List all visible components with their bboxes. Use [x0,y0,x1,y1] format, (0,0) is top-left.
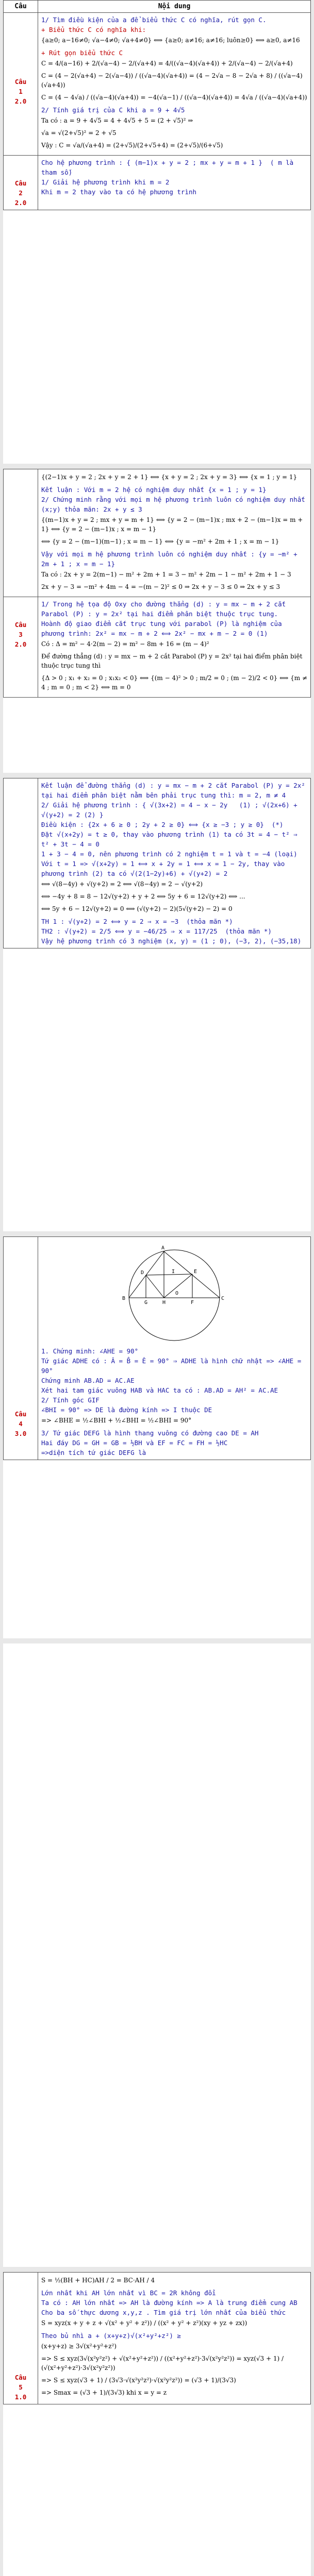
cau2-math: {(2−1)x + y = 2 ; 2x + y = 2 + 1} ⟺ {x + y = 2 ; 2x + y = 3} ⟺ {x = 1 ; y = 1} [41,473,298,481]
cau4-line: Hai đáy DG = GH = GB = ½BH và EF = FC = FH = ½HC [41,1439,228,1447]
cau5-line: Cho ba số thực dương x,y,z . Tìm giá trị lớn nhất của biểu thức [41,2309,286,2316]
cau1-line: + Rút gọn biểu thức C [41,49,123,57]
cau2-math: {(m−1)x + y = 2 ; mx + y = m + 1} ⟺ {y = 2 − (m−1)x ; mx + 2 − (m−1)x = m + 1} ⟺ {y = 2 − (m−1)x ; x = m − 1} [41,516,303,533]
cau2-math: 2x + y − 3 = −m² + 4m − 4 = −(m − 2)² ≤ 0 ⇒ 2x + y − 3 ≤ 0 ⇒ 2x + y ≤ 3 [41,583,280,590]
cau3-line: 1/ Trong hệ tọa độ Oxy cho đường thẳng (d) : y = mx − m + 2 cắt Parabol (P) : y = 2x² tại hai điểm phân biệt thuộc trục tung. [41,600,290,618]
cau3-line: Hoành độ giao điểm cắt trục tung với parabol (P) là nghiệm của phương trình: 2x² = mx − m + 2 ⟺ 2x² − mx + m − 2 = 0 (1) [41,620,286,637]
cau3-line: 2/ Giải hệ phương trình : { √(3x+2) = 4 − x − 2y (1) ; √(2x+6) + √(y+2) = 2 (2) } [41,801,302,819]
cau3-line: TH2 : √(y+2) = 2/5 ⟺ y = −46/25 ⇒ x = 117/25 (thỏa mãn *) [41,927,272,935]
cau4-line: 1. Chứng minh: ∠AHE = 90° [41,1347,139,1355]
header-noi-dung: Nội dung [38,1,311,13]
answer-page-6 [3,2272,311,2576]
answer-table-4 [3,1236,311,1460]
cau3-line: Điều kiện : {2x + 6 ≥ 0 ; 2y + 2 ≥ 0} ⟺ {x ≥ −3 ; y ≥ 0} (*) [41,821,284,828]
cau1-math: {a≥0; a−16≠0; √a−4≠0; √a+4≠0} ⟺ {a≥0; a≠16; a≠16; luôn≥0} ⟺ a≥0, a≠16 [41,37,300,44]
answer-table-2 [3,469,311,698]
cau4-math: => ∠BHE = ½∠BHI + ½∠BHI = ½∠BHI = 90° [41,1417,192,1424]
cau1-math: C = (4 − 4√a) / ((√a−4)(√a+4)) = −4(√a−1) / ((√a−4)(√a+4)) = 4√a / ((√a−4)(√a+4)) [41,94,307,101]
cau5-line: Theo bủ nhì a + (x+y+z)√(x²+y²+z²) ≥ [41,2332,181,2340]
cau1-math: Ta có : a = 9 + 4√5 = 4 + 4√5 + 5 = (2 + √5)² ⇒ [41,117,193,124]
answer-page-4 [3,1236,311,1638]
cau5-math: (x+y+z) ≥ 3√(x²+y²+z²) [41,2343,117,2350]
cau3-label: Câu 3 2.0 [14,621,27,648]
cau3-math: ⟺ √(8−4y) + √(y+2) = 2 ⟺ √(8−4y) = 2 − √(y+2) [41,880,203,888]
cau5-math: => S ≤ xyz(√3 + 1) / (3√3·√(x²y²z²)·√(x²y²z²)) = (√3 + 1)/(3√3) [41,2377,236,2384]
cau3-math: {Δ > 0 ; x₁ + x₂ = 0 ; x₁x₂ < 0} ⟺ {(m − 4)² > 0 ; m/2 = 0 ; (m − 2)/2 < 0} ⟺ {m ≠ 4 ; m = 0 ; m < 2} ⟺ m = 0 [41,674,308,691]
answer-page-3 [3,778,311,1231]
cau2-line: Kết luận : Với m = 2 hệ có nghiệm duy nhất {x = 1 ; y = 1} [41,486,267,494]
cau5-row [4,2273,311,2404]
answer-table-1 [3,0,311,210]
cau3-line: Với t = 1 => √(x+2y) = 1 ⟺ x + 2y = 1 ⟺ x = 1 − 2y, thay vào phương trình (2) ta có √(2(1−2y)+6) + √(y+2) = 2 [41,860,289,877]
cau2-line: 1/ Giải hệ phương trình khi m = 2 [41,178,170,186]
cau2-row [4,156,311,210]
cau4-line: Tứ giác ADHE có : Â = B̂ = Ê = 90° ⇒ ADHE là hình chữ nhật => ∠AHE = 90° [41,1357,305,1375]
cau2-cont-row [4,469,311,597]
answer-table-3 [3,778,311,948]
cau1-line: 1/ Tìm điều kiện của a để biểu thức C có nghĩa, rút gọn C. [41,16,267,24]
cau1-math: C = 4/(a−16) + 2/(√a−4) − 2/(√a+4) = 4/((√a−4)(√a+4)) + 2/(√a−4) − 2/(√a+4) [41,60,293,67]
cau3-line: 1 + 3 − 4 = 0, nên phương trình có 2 nghiệm t = 1 và t = −4 (loại) [41,850,298,858]
header-cau: Câu [4,1,38,13]
cau3-line: Đặt √(x+2y) = t ≥ 0, thay vào phương trình (1) ta có 3t = 4 − t² ⇒ t² + 3t − 4 = 0 [41,831,302,848]
label-e: E [194,1269,197,1275]
cau4-label: Câu 4 3.0 [14,1410,27,1437]
cau5-label: Câu 5 1.0 [14,2374,27,2401]
answer-page-2 [3,469,311,773]
label-b: B [122,1296,126,1301]
cau4-line: Chứng minh AB.AD = AC.AE [41,1377,135,1384]
cau1-line: 2/ Tính giá trị của C khi a = 9 + 4√5 [41,106,185,114]
cau2-line: Vậy với mọi m hệ phương trình luôn có nghiệm duy nhất : {y = −m² + 2m + 1 ; x = m − 1} [41,550,302,568]
answer-table-6 [3,2272,311,2404]
cau2-label: Câu 2 2.0 [14,179,27,207]
segment-de [146,1274,192,1275]
segment-hd [146,1275,164,1298]
answer-page-5 [3,1643,311,2267]
label-c: C [221,1296,225,1301]
answer-page-1 [3,0,311,464]
cau3-cont-row [4,778,311,948]
cau1-line: + Biểu thức C có nghĩa khi: [41,26,146,33]
cau4-line: 3/ Tứ giác DEFG là hình thang vuông có đường cao DE = AH [41,1429,259,1437]
label-o: O [175,1291,179,1296]
label-f: F [191,1300,194,1306]
cau3-math: ⟺ 5y + 6 − 12√(y+2) = 0 ⟺ (√(y+2) − 2)(5√(y+2) − 2) = 0 [41,905,233,912]
cau2-math: Ta có : 2x + y = 2(m−1) − m² + 2m + 1 = 3 − m² + 2m − 1 − m² + 2m + 1 − 3 [41,571,291,578]
cau5-math: => S ≤ xyz(3√(x²y²z²) + √(x²+y²+z²)) / ((x²+y²+z²)·3√(x²y²z²)) = xyz(√3 + 1) / (√(x²+y²+z²)·3√(x²y²z²)) [41,2355,284,2371]
cau3-line: Vậy hệ phương trình có 3 nghiệm (x, y) = (1 ; 0), (−3, 2), (−35,18) [41,937,302,945]
label-i: I [172,1269,175,1275]
cau3-line: TH 1 : √(y+2) = 2 ⟺ y = 2 ⇒ x = −3 (thỏa mãn *) [41,918,233,925]
cau1-math: Vậy : C = √a/(√a+4) = (2+√5)/(2+√5+4) = (2+√5)/(6+√5) [41,142,223,149]
cau1-label: Câu 1 2.0 [14,78,27,105]
cau4-row [4,1237,311,1460]
label-h: H [162,1300,166,1306]
label-a: A [161,1245,165,1251]
cau5-line: Lớn nhất khi AH lớn nhất vì BC = 2R không đổi [41,2289,216,2297]
table-header-row [4,1,311,13]
cau3-math: Có : Δ = m² − 4·2(m − 2) = m² − 8m + 16 = (m − 4)² [41,640,209,648]
cau5-math: => Smax = (√3 + 1)/(3√3) khi x = y = z [41,2389,167,2396]
circle-o [129,1250,220,1341]
cau3-row [4,597,311,698]
cau5-math: S = xyz(x + y + z + √(x² + y² + z²)) / ((x² + y² + z²)(xy + yz + zx)) [41,2319,247,2327]
cau2-line: Cho hệ phương trình : { (m−1)x + y = 2 ; mx + y = m + 1 } ( m là tham số) [41,159,298,176]
cau2-line: 2/ Chứng minh rằng với mọi m hệ phương trình luôn có nghiệm duy nhất (x;y) thỏa mãn: 2x + y ≤ 3 [41,496,309,513]
cau1-math: √a = √(2+√5)² = 2 + √5 [41,129,117,137]
cau4-line: Xét hai tam giác vuông HAB và HAC ta có : AB.AD = AH² = AC.AE [41,1386,278,1394]
cau4-line: ∠BHI = 90° => DE là đường kính => I thuộc DE [41,1406,212,1414]
cau5-line: Ta có : AH lớn nhất => AH là đường kính => A là trung điểm cung AB [41,2299,298,2307]
label-g: G [144,1300,148,1306]
cau2-math: ⟺ {y = 2 − (m−1)(m−1) ; x = m − 1} ⟺ {y = −m² + 2m + 1 ; x = m − 1} [41,538,279,545]
cau4-line: 2/ Tính góc GIF [41,1396,100,1404]
geometry-figure [115,1241,234,1344]
cau3-line: Kết luận để đường thẳng (d) : y = mx − m + 2 cắt Parabol (P) y = 2x² tại hai điểm phân biệt nằm bên phải trục tung thì: m = 2, m ≠ 4 [41,782,309,799]
cau5-math: S = ½(BH + HC)AH / 2 = BC·AH / 4 [41,2277,155,2284]
cau3-math: ⟺ −4y + 8 = 8 − 12√(y+2) + y + 2 ⟺ 5y + 6 = 12√(y+2) ⟺ ... [41,893,245,900]
cau1-math: C = (4 − 2(√a+4) − 2(√a−4)) / ((√a−4)(√a+4)) = (4 − 2√a − 8 − 2√a + 8) / ((√a−4)(√a+4)) [41,72,303,89]
cau3-math: Để đường thẳng (d) : y = mx − m + 2 cắt Parabol (P) y = 2x² tại hai điểm phân biệt thuộc trục tung thì [41,653,303,669]
cau4-line: =>diện tích tứ giác DEFG là [41,1449,146,1456]
label-d: D [141,1270,144,1276]
cau2-line: Khi m = 2 thay vào ta có hệ phương trình [41,188,197,196]
cau1-row [4,13,311,156]
